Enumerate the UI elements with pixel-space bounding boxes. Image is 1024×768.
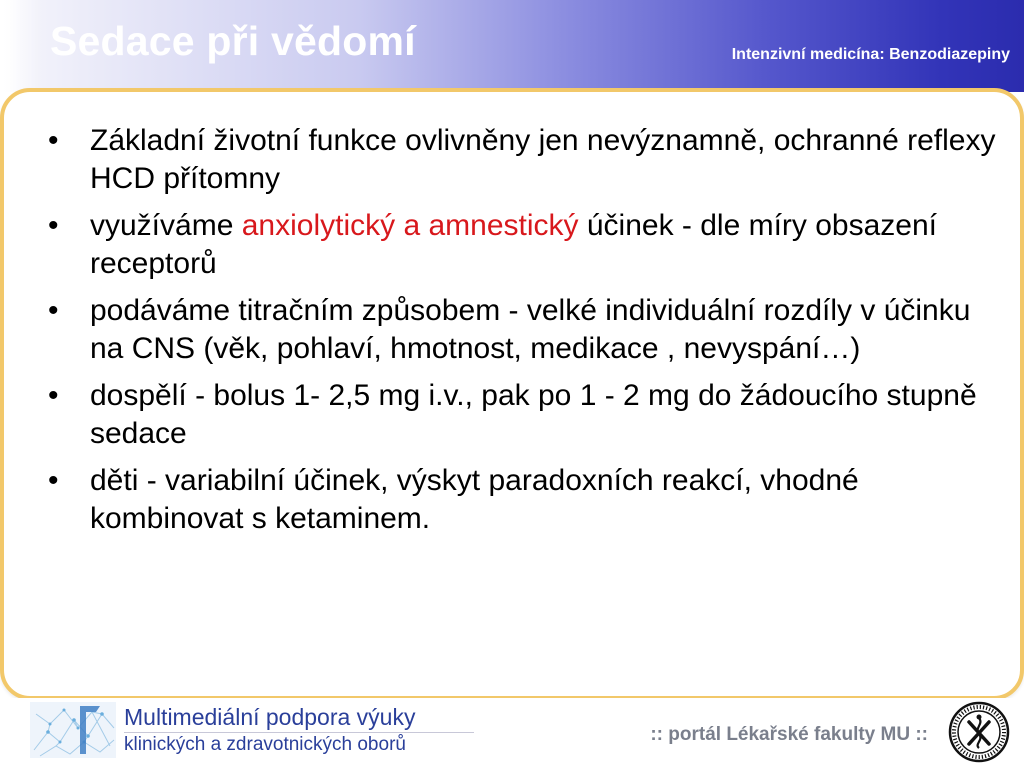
header-fade	[0, 0, 40, 92]
bullet-text: podáváme titračním způsobem - velké individuální rozdíly v účinku na CNS (věk, pohlaví, hmotnost, medikace , nevyspání…)	[90, 294, 971, 365]
footer-divider	[124, 732, 474, 733]
network-logo-icon	[30, 702, 116, 758]
bullet-text-after: účinek - dle míry obsazení receptorů	[90, 209, 938, 280]
bullet-icon: •	[48, 464, 59, 497]
bullet-icon: •	[48, 379, 59, 412]
slide-footer	[0, 698, 1024, 768]
bullet-icon: •	[48, 209, 59, 242]
content-box	[0, 88, 1024, 700]
bullet-text: dospělí - bolus 1- 2,5 mg i.v., pak po 1 - 2 mg do žádoucího stupně sedace	[90, 379, 977, 450]
bullet-item	[40, 292, 1000, 368]
slide-subtitle: Intenzivní medicína: Benzodiazepiny	[731, 46, 1010, 63]
slide-header	[0, 0, 1024, 92]
bullet-icon: •	[48, 294, 59, 327]
bullet-text-before: využíváme	[90, 209, 242, 242]
portal-link[interactable]: :: portál Lékařské fakulty MU ::	[650, 724, 928, 745]
bullet-item	[40, 122, 1000, 198]
bullet-item	[40, 207, 1000, 283]
bullet-item	[40, 377, 1000, 453]
bullet-text: Základní životní funkce ovlivněny jen nevýznamně, ochranné reflexy HCD přítomny	[90, 124, 996, 195]
bullet-item	[40, 462, 1000, 538]
footer-subtitle: klinických a zdravotnických oborů	[124, 734, 406, 755]
bullet-list	[40, 122, 1000, 547]
footer-title: Multimediální podpora výuky	[124, 704, 416, 730]
bullet-icon: •	[48, 124, 59, 157]
university-seal-icon	[948, 700, 1010, 764]
highlighted-text: anxiolytický a amnestický	[241, 209, 579, 242]
bullet-text: děti - variabilní účinek, výskyt paradoxních reakcí, vhodné kombinovat s ketaminem.	[90, 464, 859, 535]
slide-title: Sedace při vědomí	[50, 18, 416, 64]
